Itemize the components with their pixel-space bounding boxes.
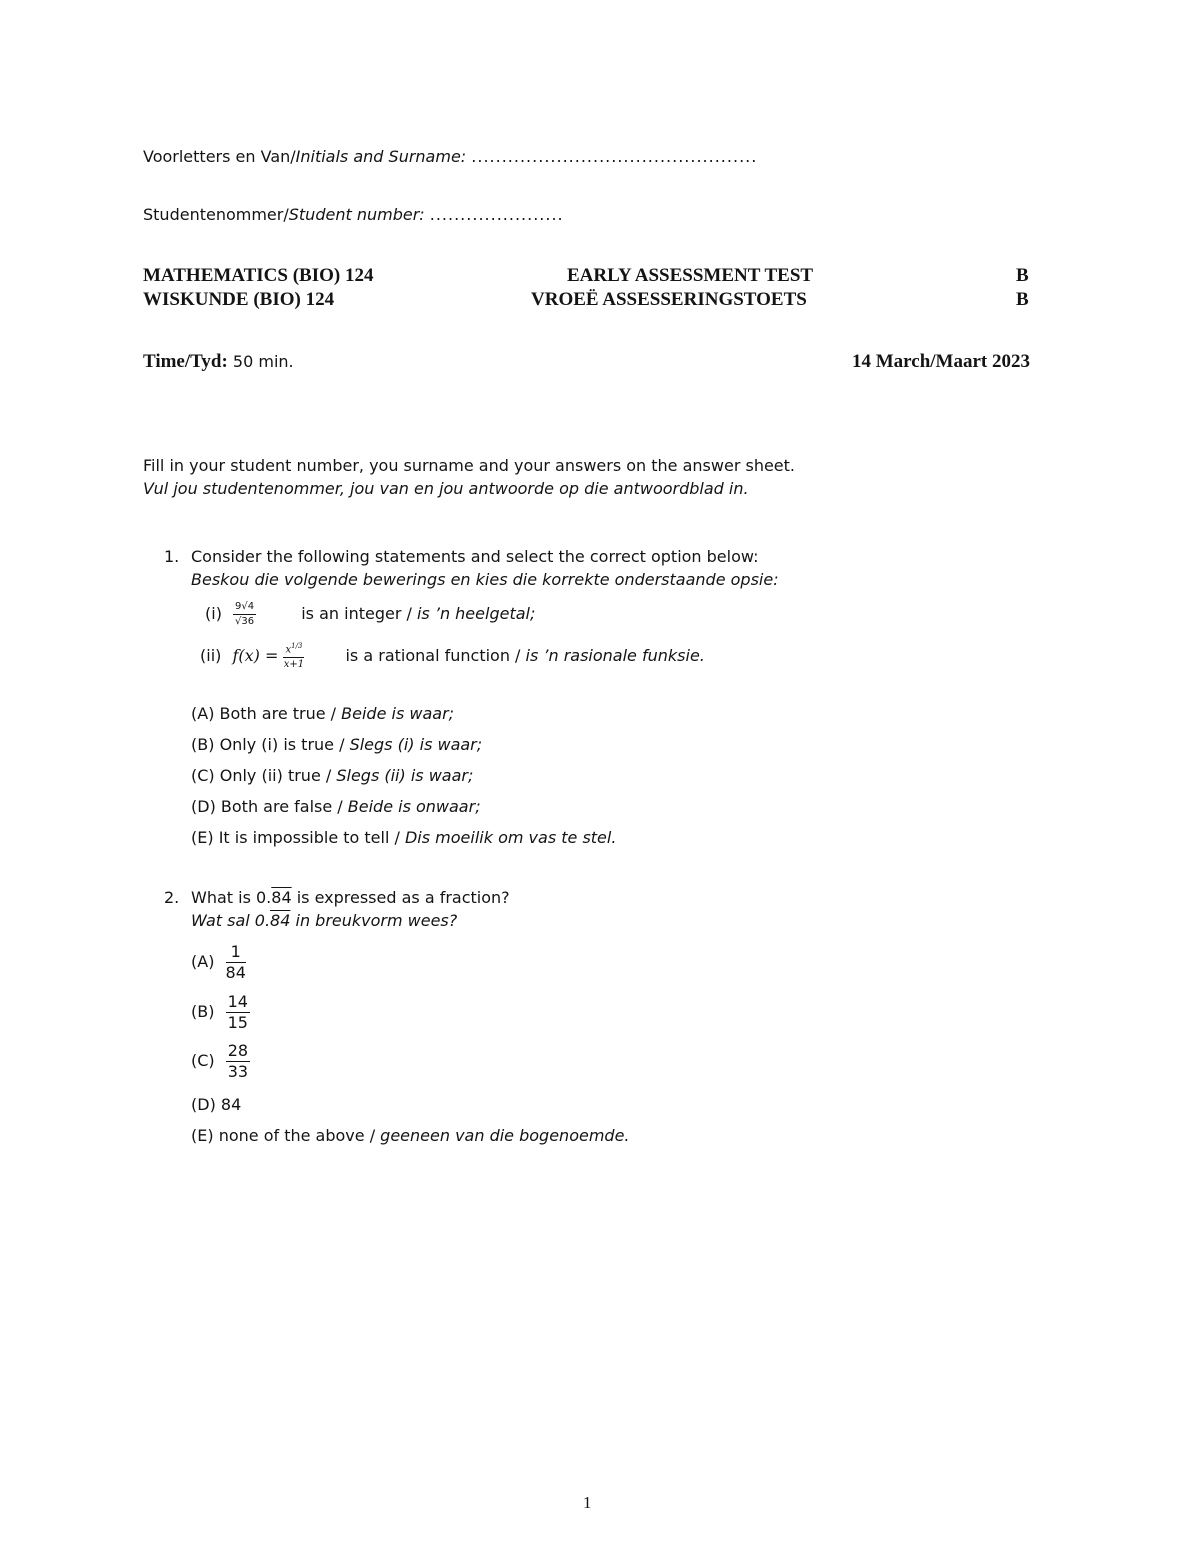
option-text: Only (ii) true / [219,766,337,785]
option-text-italic: Dis moeilik om vas te stel. [404,828,617,847]
fraction-numerator: 1 [226,944,246,963]
fraction-numerator: 9√4 [233,602,256,615]
statement-ii-text-italic: is ’n rasionale funksie. [525,646,705,666]
statement-i-fraction [233,602,256,627]
student-label-italic: Student number: [288,205,425,224]
instructions-en: Fill in your student number, you surname and your answers on the answer sheet. [143,456,795,475]
q2-prompt-en [191,888,510,907]
q1-number: 1. [164,547,180,566]
test-title-af: VROEË ASSESSERINGSTOETS [531,289,807,310]
q1-option-e [191,828,616,847]
statement-i-label: (i) [205,604,222,623]
option-text-italic: Slegs (i) is waar; [349,735,483,754]
q1-option-c [191,766,473,785]
student-dots: ...................... [429,205,564,224]
option-label: (C) [191,766,215,785]
q2-prompt-af [191,911,457,930]
student-number-line [143,205,564,224]
q1-statement-ii [200,643,705,670]
statement-i-text: is an integer / [301,604,417,623]
q2-en-pre: What is 0. [191,888,272,907]
fraction-denominator: x+1 [283,659,305,671]
numerator-exponent: 1/3 [291,642,303,650]
time-value: 50 min. [232,352,294,371]
option-text-italic: Beide is waar; [341,704,455,723]
option-label: (D) [191,797,216,816]
option-label: (E) [191,828,214,847]
q1-prompt-en: Consider the following statements and select the correct option below: [191,547,759,566]
q2-option-c [191,1043,250,1080]
fraction-denominator: 15 [227,1013,248,1032]
course-title-af: WISKUNDE (BIO) 124 [143,289,335,310]
q2-option-d [191,1095,241,1114]
repeating-digits: 84 [271,888,292,907]
student-label: Studentenommer/ [143,205,289,224]
name-label-italic: Initials and Surname: [295,147,467,166]
statement-i-text-italic: is ’n heelgetal; [416,604,536,623]
option-label: (A) [191,952,215,971]
fraction-denominator: 33 [227,1062,249,1081]
time-label: Time/Tyd: [143,351,228,372]
q2-af-pre: Wat sal 0. [191,911,271,930]
q1-prompt-af: Beskou die volgende bewerings en kies die korrekte onderstaande opsie: [191,570,779,589]
fraction-numerator: 28 [227,1041,249,1060]
q1-option-a [191,704,454,723]
option-label: (B) [191,735,215,754]
option-label: (B) [191,1002,215,1021]
version-letter: B [1016,265,1029,286]
fraction-denominator: 84 [225,963,246,982]
function-lhs: f(x) = [232,646,279,666]
q2-option-a [191,944,246,981]
test-title-en: EARLY ASSESSMENT TEST [567,265,814,286]
statement-ii-text: is a rational function / [345,646,526,666]
option-label: (D) [191,1095,216,1114]
statement-ii-label: (ii) [200,646,222,666]
name-line [143,147,757,166]
q1-statement-i [205,602,535,627]
instructions-af: Vul jou studentenommer, jou van en jou antwoorde op die antwoordblad in. [143,479,749,498]
option-text: It is impossible to tell / [218,828,405,847]
option-text: Only (i) is true / [219,735,350,754]
fraction-numerator [283,643,304,658]
name-label: Voorletters en Van/ [143,147,296,166]
numerator-base: x [285,644,292,656]
option-text: Both are true / [219,704,342,723]
name-dots: ............................................... [471,147,758,166]
option-label: (E) [191,1126,214,1145]
version-letter-2: B [1016,289,1029,310]
option-text: none of the above / [218,1126,381,1145]
q2-option-b [191,994,250,1031]
time-line [143,351,294,373]
q2-option-e [191,1126,630,1145]
option-text: 84 [220,1095,242,1114]
option-text-italic: Slegs (ii) is waar; [336,766,474,785]
option-text-italic: Beide is onwaar; [347,797,481,816]
option-text: Both are false / [220,797,348,816]
fraction-numerator: 14 [227,992,248,1011]
page-number: 1 [583,1493,592,1512]
statement-ii-fraction [283,643,304,670]
q1-option-d [191,797,481,816]
q2-af-post: in breukvorm wees? [290,911,458,930]
fraction-denominator: √36 [235,616,255,627]
option-fraction [226,1043,250,1080]
option-fraction [226,994,250,1031]
q2-number: 2. [164,888,180,907]
option-fraction [226,944,246,981]
repeating-digits: 84 [270,911,291,930]
q1-option-b [191,735,482,754]
option-label: (A) [191,704,215,723]
q2-en-post: is expressed as a fraction? [291,888,510,907]
course-title-en: MATHEMATICS (BIO) 124 [143,265,374,286]
option-label: (C) [191,1051,215,1070]
option-text-italic: geeneen van die bogenoemde. [380,1126,630,1145]
test-date: 14 March/Maart 2023 [852,351,1030,372]
